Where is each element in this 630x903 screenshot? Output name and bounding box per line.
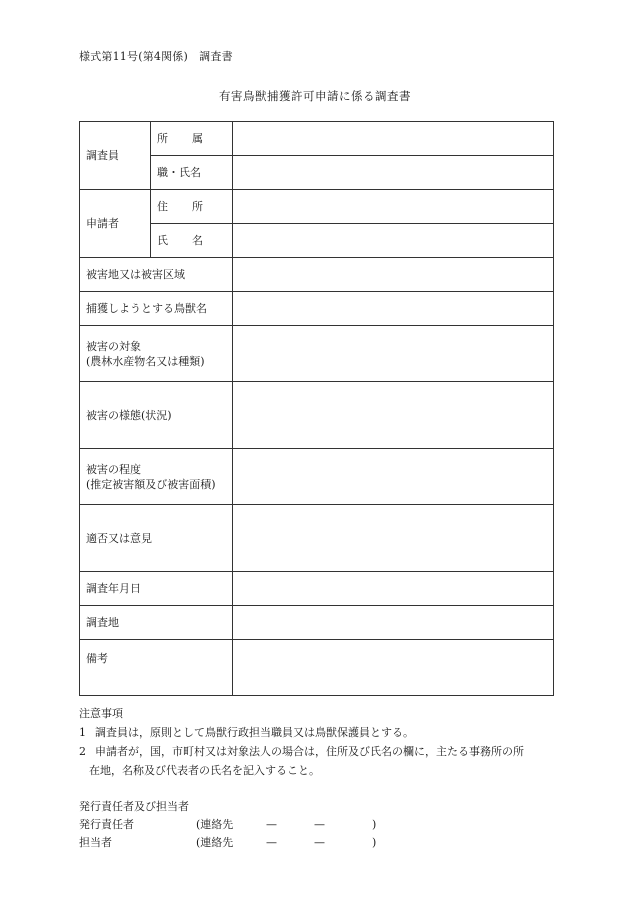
contact-info: (連絡先 — — ) bbox=[196, 836, 377, 849]
address-label: 住 所 bbox=[151, 190, 233, 224]
issuer-row: 発行責任者 (連絡先 — — ) bbox=[79, 816, 376, 834]
note-item: 1 調査員は，原則として鳥獣行政担当職員又は鳥獣保護員とする。 bbox=[79, 726, 414, 739]
name-title-field[interactable] bbox=[233, 156, 554, 190]
target-animal-label: 捕獲しようとする鳥獣名 bbox=[80, 292, 233, 326]
damage-target-label: 被害の対象 (農林水産物名又は種類) bbox=[80, 326, 233, 382]
responsibility-section bbox=[79, 798, 376, 852]
applicant-label: 申請者 bbox=[80, 190, 151, 258]
form-number-label: 様式第11号(第4関係) 調査書 bbox=[79, 50, 233, 63]
target-animal-field[interactable] bbox=[233, 292, 554, 326]
notes-section bbox=[79, 704, 559, 780]
opinion-label: 適否又は意見 bbox=[80, 505, 233, 572]
damage-form-label: 被害の様態(状況) bbox=[80, 382, 233, 449]
address-field[interactable] bbox=[233, 190, 554, 224]
person-in-charge-row: 担当者 (連絡先 — — ) bbox=[79, 834, 376, 852]
responsibility-heading: 発行責任者及び担当者 bbox=[79, 800, 189, 813]
name-title-label: 職・氏名 bbox=[151, 156, 233, 190]
affiliation-label: 所 属 bbox=[151, 122, 233, 156]
note-item: 2 申請者が，国，市町村又は対象法人の場合は，住所及び氏名の欄に，主たる事務所の所 bbox=[79, 745, 524, 758]
survey-date-field[interactable] bbox=[233, 572, 554, 606]
note-item-continuation: 在地，名称及び代表者の氏名を記入すること。 bbox=[89, 764, 320, 777]
remarks-field[interactable] bbox=[233, 640, 554, 696]
document-title: 有害鳥獣捕獲許可申請に係る調査書 bbox=[219, 89, 411, 103]
contact-info: (連絡先 — — ) bbox=[196, 818, 377, 831]
survey-date-label: 調査年月日 bbox=[80, 572, 233, 606]
notes-heading: 注意事項 bbox=[79, 707, 123, 720]
damage-area-label: 被害地又は被害区域 bbox=[80, 258, 233, 292]
damage-area-field[interactable] bbox=[233, 258, 554, 292]
damage-form-field[interactable] bbox=[233, 382, 554, 449]
damage-degree-field[interactable] bbox=[233, 449, 554, 505]
affiliation-field[interactable] bbox=[233, 122, 554, 156]
investigator-label: 調査員 bbox=[80, 122, 151, 190]
name-label: 氏 名 bbox=[151, 224, 233, 258]
survey-place-label: 調査地 bbox=[80, 606, 233, 640]
opinion-field[interactable] bbox=[233, 505, 554, 572]
remarks-label: 備考 bbox=[80, 640, 233, 696]
name-field[interactable] bbox=[233, 224, 554, 258]
damage-degree-label: 被害の程度 (推定被害額及び被害面積) bbox=[80, 449, 233, 505]
damage-target-field[interactable] bbox=[233, 326, 554, 382]
survey-place-field[interactable] bbox=[233, 606, 554, 640]
survey-form-table bbox=[79, 121, 554, 696]
